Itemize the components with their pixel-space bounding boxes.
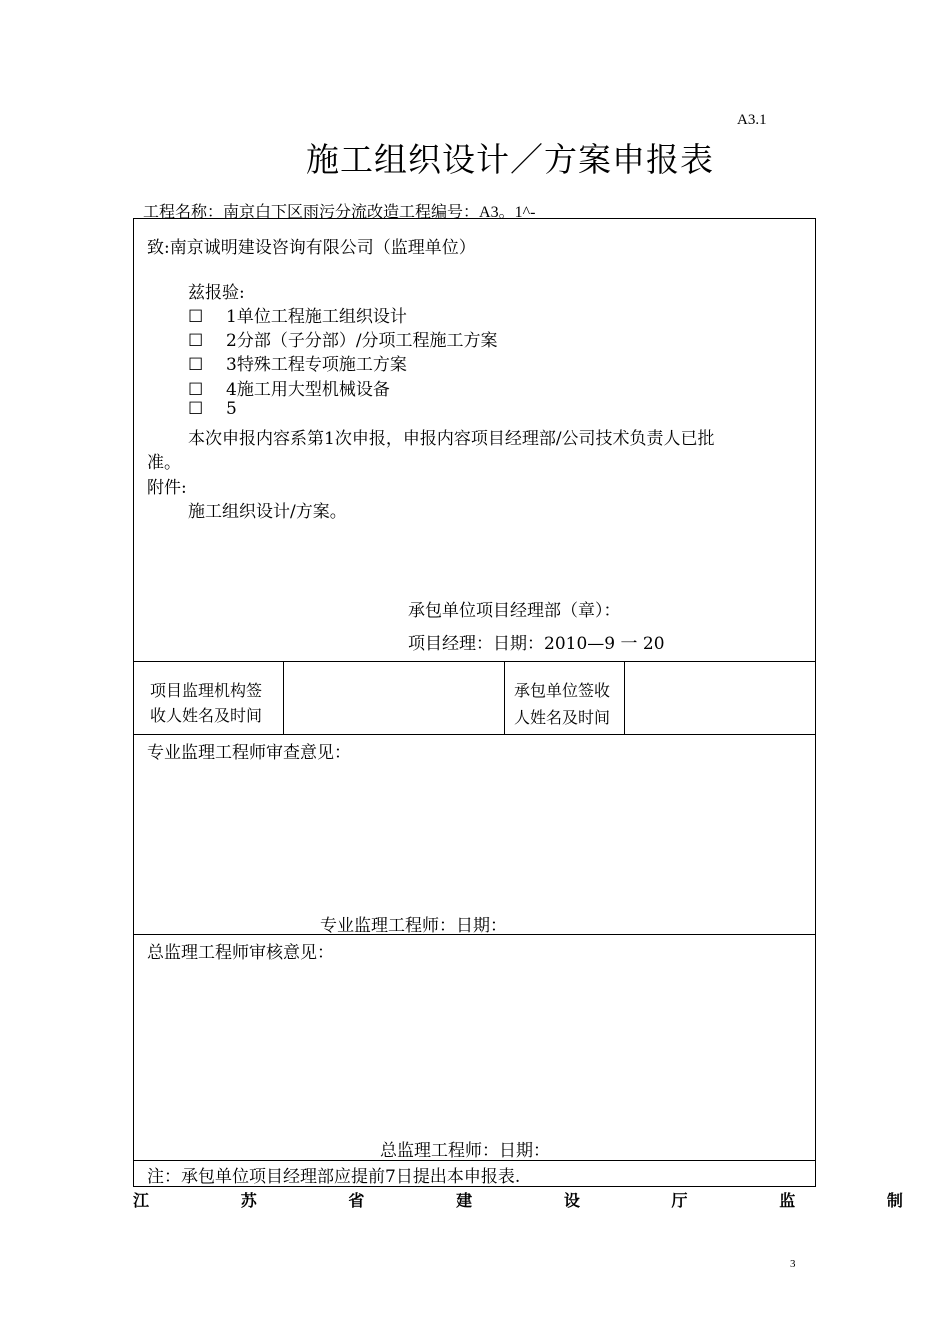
issuer-char: 厅 [671,1191,688,1210]
checkbox-icon[interactable]: ☐ [188,399,204,419]
checkbox-icon[interactable]: ☐ [188,355,204,375]
option-item [188,302,407,327]
chief-sign-line: 总监理工程师：日期： [380,1141,550,1161]
contractor-sign-label: 承包单位签收 [514,681,611,700]
option-label: 5 [226,399,237,419]
attachment-item: 施工组织设计/方案。 [188,502,347,522]
checkbox-icon[interactable]: ☐ [188,331,204,351]
issuer-char: 监 [779,1191,796,1210]
divider-line [133,734,816,735]
manager-date: 项目经理：日期：2010—9 一 20 [408,634,665,654]
project-name-label: 工程名称：南京白下区雨污分流改造工程 [143,202,432,221]
engineer-sign-line: 专业监理工程师：日期： [320,916,507,936]
issuer-line [133,1188,903,1211]
option-label: 1单位工程施工组织设计 [226,307,407,327]
issuer-char: 设 [563,1191,580,1210]
chief-opinion-label: 总监理工程师审核意见： [147,943,334,963]
addressee-line: 致:南京诚明建设咨询有限公司（监理单位） [147,238,476,258]
page-number: 3 [790,1258,796,1270]
issuer-char: 建 [456,1191,473,1210]
declaration-text: 本次申报内容系第1次申报，申报内容项目经理部/公司技术负责人已批 [188,429,715,449]
engineer-opinion-label: 专业监理工程师审查意见： [147,743,351,763]
checkbox-icon[interactable]: ☐ [188,307,204,327]
option-label: 4施工用大型机械设备 [226,380,390,400]
issuer-char: 制 [886,1191,903,1210]
option-item [188,350,407,375]
option-item [188,326,498,351]
supervision-sign-label: 项目监理机构签 [150,681,263,700]
checkbox-icon[interactable]: ☐ [188,380,204,400]
option-label: 3特殊工程专项施工方案 [226,355,407,375]
divider-line [624,661,625,734]
submit-line: 兹报验: [188,283,245,303]
attachment-label: 附件: [147,478,187,498]
option-item [188,399,237,419]
issuer-char: 省 [348,1191,365,1210]
number-value: A3。1^-_ [479,204,544,221]
issuer-char: 苏 [240,1191,257,1210]
issuer-char: 江 [133,1191,150,1210]
page-title: 施工组织设计／方案申报表 [306,140,714,179]
supervision-sign-label: 收人姓名及时间 [150,706,263,725]
divider-line [133,661,816,662]
form-code: A3.1 [737,112,767,128]
option-label: 2分部（子分部）/分项工程施工方案 [226,331,498,351]
number-label: 编号： [431,202,480,221]
divider-line [283,661,284,734]
option-item [188,375,390,400]
divider-line [504,661,505,734]
contractor-seal: 承包单位项目经理部（章）： [408,601,621,621]
declaration-text-end: 准。 [147,453,181,473]
contractor-sign-label: 人姓名及时间 [514,708,611,727]
footnote: 注：承包单位项目经理部应提前7日提出本申报表. [147,1167,521,1187]
